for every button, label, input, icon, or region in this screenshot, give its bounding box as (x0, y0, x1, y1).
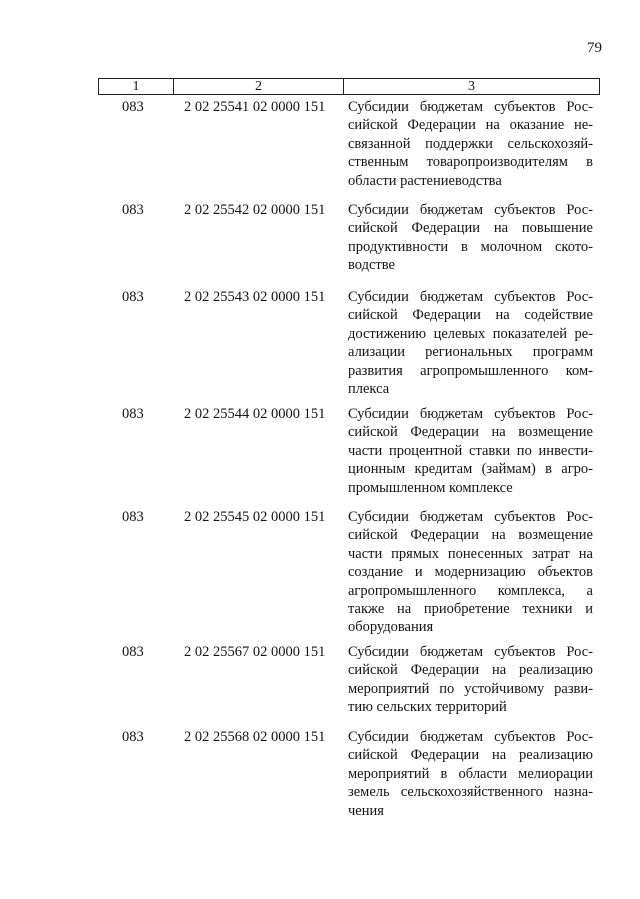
budget-classification-code: 2 02 25541 02 0000 151 (184, 99, 326, 115)
description-line: ственным товаропроизводителям в (348, 154, 593, 171)
income-description (348, 508, 593, 637)
description-line: продуктивности в молочном ското- (348, 238, 593, 255)
description-line: Субсидии бюджетам субъектов Рос- (348, 202, 593, 218)
description-line: агропромышленного комплекса, а (348, 582, 593, 599)
description-line: Субсидии бюджетам субъектов Рос- (348, 509, 593, 525)
admin-code: 083 (122, 99, 144, 115)
income-description (348, 405, 593, 497)
budget-classification-code: 2 02 25544 02 0000 151 (184, 406, 326, 422)
header-col-2: 2 (173, 79, 343, 94)
budget-classification-code: 2 02 25568 02 0000 151 (184, 729, 326, 745)
description-line: сийской Федерации на повышение (348, 220, 593, 237)
description-line: ализации региональных программ (348, 344, 593, 361)
description-line: промышленном комплексе (348, 479, 513, 496)
description-line: сийской Федерации на реализацию (348, 662, 593, 679)
admin-code: 083 (122, 406, 144, 422)
income-description (348, 643, 593, 717)
table-header (98, 78, 600, 95)
budget-classification-code: 2 02 25543 02 0000 151 (184, 289, 326, 305)
description-line: Субсидии бюджетам субъектов Рос- (348, 644, 593, 660)
description-line: мероприятий в области мелиорации (348, 765, 593, 782)
header-col-3: 3 (343, 79, 599, 94)
description-line: тию сельских территорий (348, 699, 507, 716)
description-line: сийской Федерации на реализацию (348, 747, 593, 764)
income-description (348, 288, 593, 398)
description-line: чения (348, 802, 384, 819)
budget-classification-code: 2 02 25567 02 0000 151 (184, 644, 326, 660)
description-line: сийской Федерации на возмещение (348, 424, 593, 441)
header-col-1: 1 (132, 79, 140, 94)
description-line: сийской Федерации на содействие (348, 307, 593, 324)
admin-code: 083 (122, 729, 144, 745)
description-line: части прямых понесенных затрат на (348, 545, 593, 562)
description-line: земель сельскохозяйственного назна- (348, 784, 593, 801)
description-line: Субсидии бюджетам субъектов Рос- (348, 406, 593, 422)
description-line: также на приобретение техники и (348, 600, 593, 617)
description-line: ционным кредитам (займам) в агро- (348, 461, 593, 478)
admin-code: 083 (122, 509, 144, 525)
description-line: развития агропромышленного ком- (348, 362, 593, 379)
admin-code: 083 (122, 644, 144, 660)
description-line: создание и модернизацию объектов (348, 564, 593, 581)
description-line: водстве (348, 257, 395, 274)
description-line: Субсидии бюджетам субъектов Рос- (348, 729, 593, 745)
description-line: области растениеводства (348, 172, 502, 189)
description-line: плекса (348, 380, 390, 397)
income-description (348, 728, 593, 820)
description-line: достижению целевых показателей ре- (348, 325, 593, 342)
page-number: 79 (587, 40, 602, 56)
description-line: части процентной ставки по инвести- (348, 442, 593, 459)
description-line: сийской Федерации на возмещение (348, 527, 593, 544)
admin-code: 083 (122, 289, 144, 305)
description-line: Субсидии бюджетам субъектов Рос- (348, 289, 593, 305)
budget-classification-code: 2 02 25542 02 0000 151 (184, 202, 326, 218)
description-line: оборудования (348, 619, 434, 636)
budget-classification-code: 2 02 25545 02 0000 151 (184, 509, 326, 525)
income-description (348, 201, 593, 275)
income-description (348, 98, 593, 190)
description-line: связанной поддержки сельскохозяй- (348, 135, 593, 152)
description-line: Субсидии бюджетам субъектов Рос- (348, 99, 593, 115)
description-line: мероприятий по устойчивому разви- (348, 680, 593, 697)
description-line: сийской Федерации на оказание не- (348, 117, 593, 134)
admin-code: 083 (122, 202, 144, 218)
